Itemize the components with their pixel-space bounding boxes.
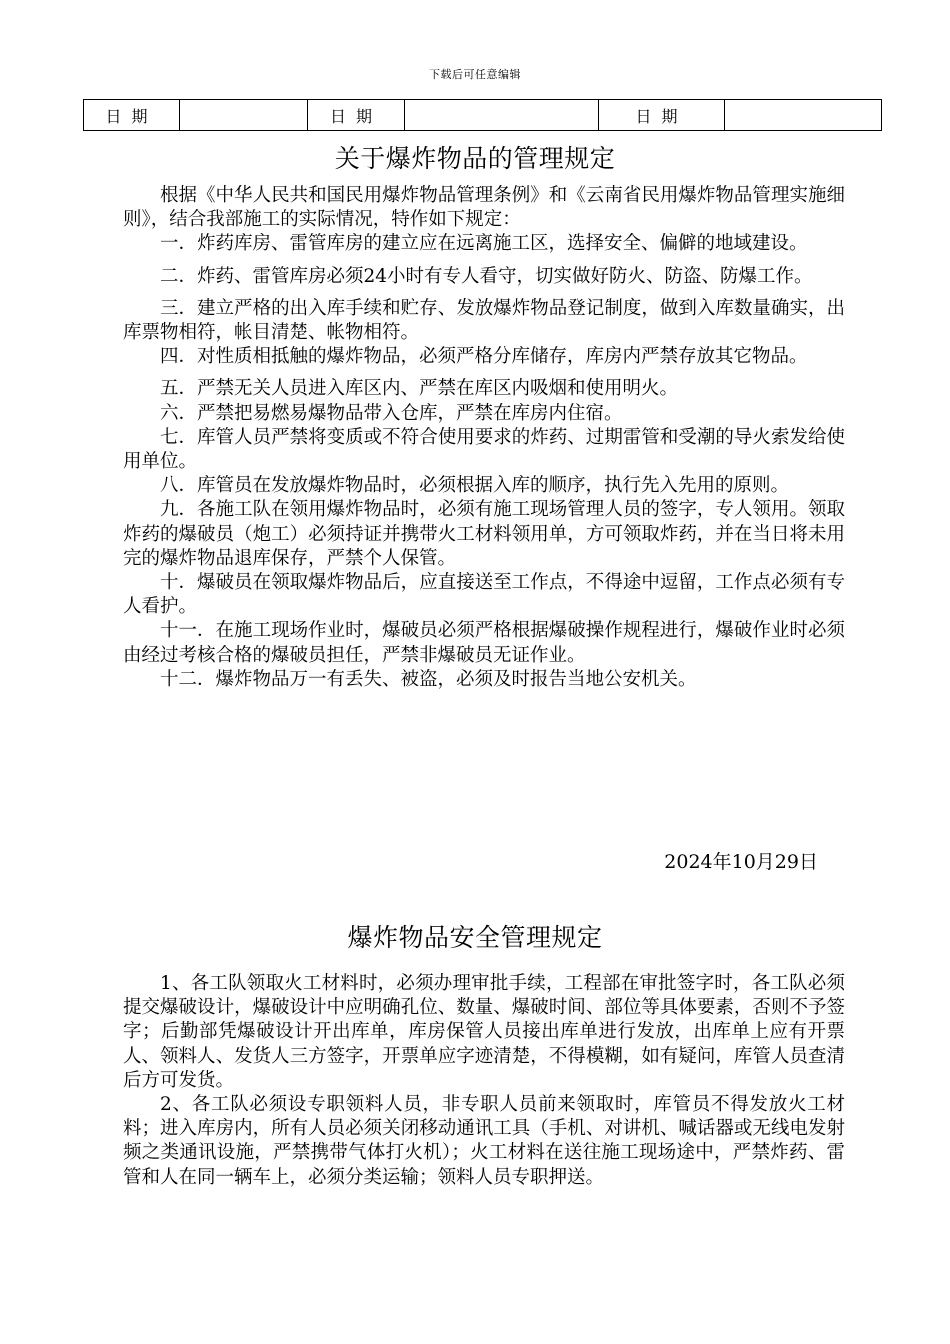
doc1-date: 2024年10月29日 (664, 851, 818, 873)
doc2-title: 爆炸物品安全管理规定 (347, 923, 603, 952)
doc1-rule-7: 七．库管人员严禁将变质或不符合使用要求的炸药、过期雷管和受潮的导火索发给使用单位。 (123, 426, 845, 473)
doc1-rule-4: 四．对性质相抵触的爆炸物品，必须严格分库储存，库房内严禁存放其它物品。 (160, 346, 808, 368)
doc1-rule-2: 二．炸药、雷管库房必须24小时有专人看守，切实做好防火、防盗、防爆工作。 (160, 265, 813, 287)
doc1-rule-1: 一．炸药库房、雷管库房的建立应在远离施工区，选择安全、偏僻的地域建设。 (160, 233, 808, 255)
doc1-body (123, 184, 845, 692)
doc1-rule-5: 五．严禁无关人员进入库区内、严禁在库区内吸烟和使用明火。 (160, 378, 679, 400)
doc1-title: 关于爆炸物品的管理规定 (334, 144, 616, 173)
header-note: 下载后可任意编辑 (429, 68, 521, 81)
table-row (84, 100, 882, 131)
doc1-rule-6: 六．严禁把易燃易爆物品带入仓库，严禁在库房内住宿。 (160, 402, 623, 424)
doc1-paragraph-intro: 根据《中华人民共和国民用爆炸物品管理条例》和《云南省民用爆炸物品管理实施细则》，结合我部施工的实际情况，特作如下规定： (123, 185, 845, 231)
date-label-2: 日期 (308, 100, 405, 131)
date-value-3 (725, 100, 882, 131)
doc2-rule-1: 1、各工队领取火工材料时，必须办理审批手续，工程部在审批签字时，各工队必须提交爆破设计，爆破设计中应明确孔位、数量、爆破时间、部位等具体要素，否则不予签字；后勤部凭爆破设计开出库单，库房保管人员接出库单进行发放，出库单上应有开票人、领料人、发货人三方签字，开票单应字迹清楚，不得模糊，如有疑问，库管人员查清后方可发货。 (123, 973, 845, 1091)
doc2-rule-2: 2、各工队必须设专职领料人员，非专职人员前来领取时，库管员不得发放火工材料；进入库房内，所有人员必须关闭移动通讯工具（手机、对讲机、喊话器或无线电发射频之类通讯设施，严禁携带气体打火机）；火工材料在送往施工现场途中，严禁炸药、雷管和人在同一辆车上，必须分类运输；领料人员专职押送。 (123, 1094, 845, 1188)
doc2-body (123, 972, 845, 1190)
doc1-rule-10: 十．爆破员在领取爆炸物品后，应直接送至工作点，不得途中逗留，工作点必须有专人看护。 (123, 572, 845, 618)
doc1-rule-3: 三．建立严格的出入库手续和贮存、发放爆炸物品登记制度，做到入库数量确实，出库票物相符，帐目清楚、帐物相符。 (123, 297, 845, 344)
date-label-1: 日期 (84, 100, 180, 131)
doc1-rule-11: 十一．在施工现场作业时，爆破员必须严格根据爆破操作规程进行，爆破作业时必须由经过考核合格的爆破员担任，严禁非爆破员无证作业。 (123, 620, 845, 666)
date-value-2 (405, 100, 599, 131)
date-signature-table (83, 99, 882, 131)
doc1-rule-12: 十二．爆炸物品万一有丢失、被盗，必须及时报告当地公安机关。 (160, 668, 697, 690)
date-value-1 (180, 100, 308, 131)
date-label-3: 日期 (599, 100, 725, 131)
doc1-rule-8: 八．库管员在发放爆炸物品时，必须根据入库的顺序，执行先入先用的原则。 (160, 475, 790, 497)
doc1-rule-9: 九．各施工队在领用爆炸物品时，必须有施工现场管理人员的签字，专人领用。领取炸药的爆破员（炮工）必须持证并携带火工材料领用单，方可领取炸药，并在当日将未用完的爆炸物品退库保存，严禁个人保管。 (123, 499, 845, 569)
